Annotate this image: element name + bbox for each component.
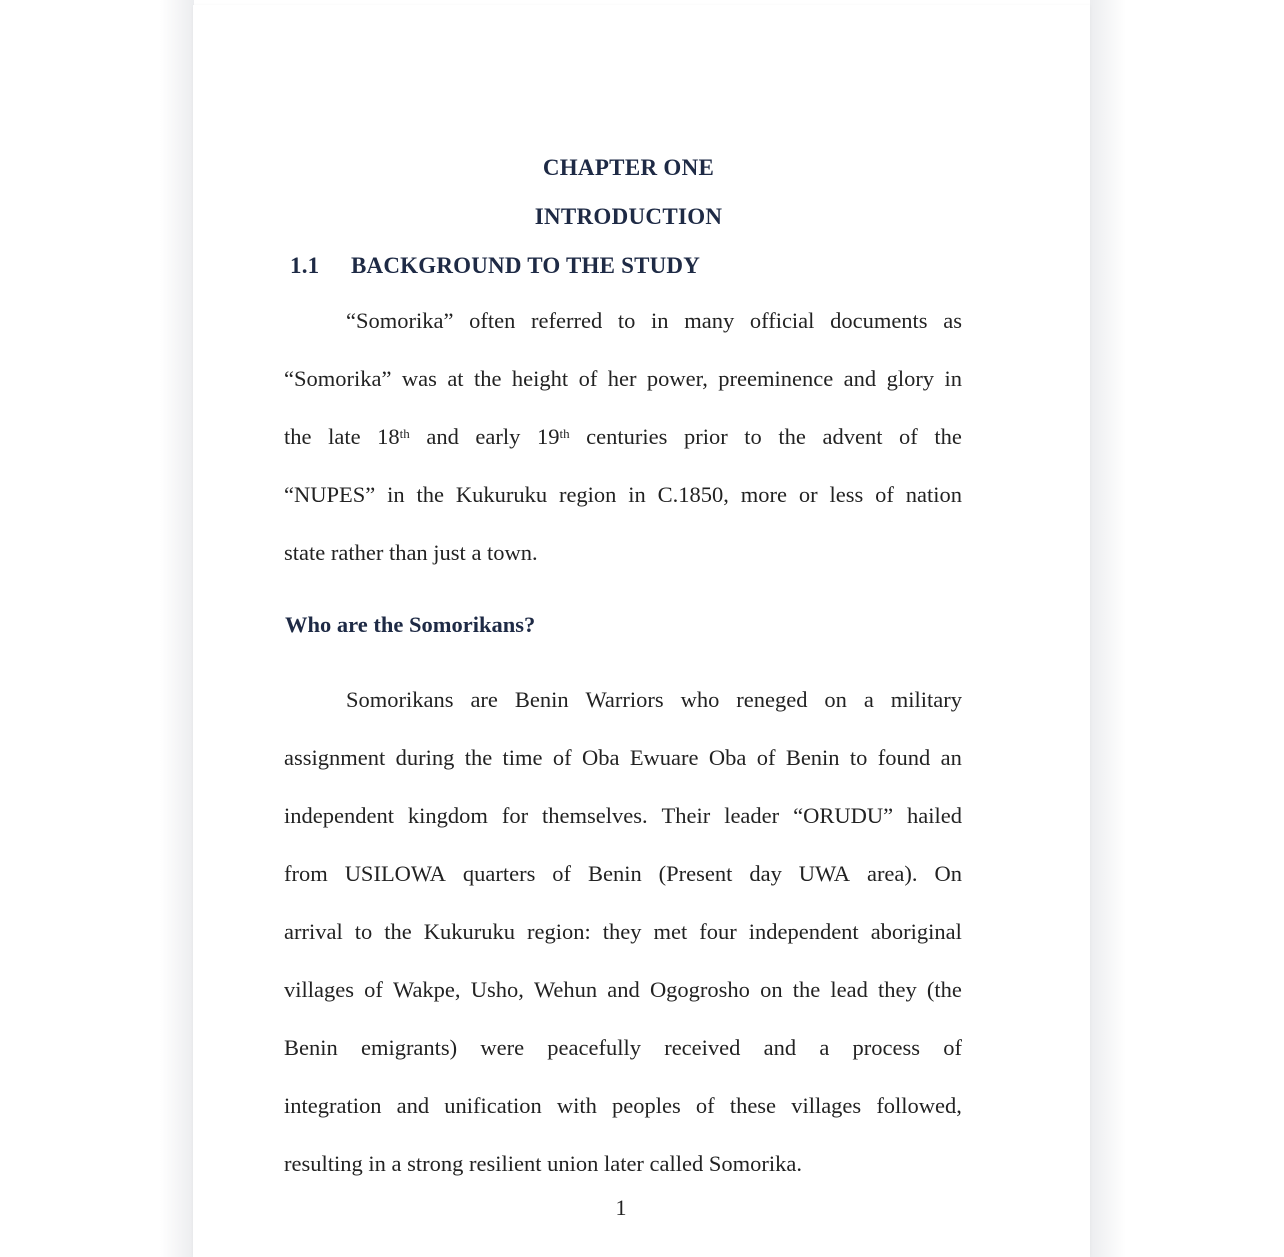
word: the: [284, 424, 312, 449]
word: Benin: [514, 687, 569, 712]
word: peoples: [612, 1093, 681, 1118]
word: Ogogrosho: [649, 977, 750, 1002]
text-line: [284, 743, 962, 801]
ordinal-number: 19: [536, 424, 560, 449]
word: Benin: [587, 861, 642, 886]
word: to: [354, 919, 373, 944]
word: in: [944, 366, 962, 391]
ordinal-suffix: th: [399, 426, 410, 441]
word: to: [744, 424, 762, 449]
word: advent: [822, 424, 883, 449]
word: Warriors: [585, 687, 664, 712]
word: her: [607, 366, 637, 391]
text-line: [284, 685, 962, 743]
word: of: [695, 1093, 715, 1118]
word: region:: [526, 919, 591, 944]
word: and: [763, 1035, 797, 1060]
word: lead: [830, 977, 868, 1002]
word: the: [934, 424, 962, 449]
word: many: [684, 308, 735, 333]
word: [537, 422, 570, 480]
word: themselves.: [542, 803, 648, 828]
word: often: [469, 308, 516, 333]
word: the: [778, 424, 806, 449]
word: early: [475, 424, 521, 449]
word: and: [607, 977, 640, 1002]
word: Wakpe,: [393, 977, 461, 1002]
word: villages: [284, 977, 354, 1002]
word: Ewuare: [629, 745, 699, 770]
word: Benin: [785, 745, 840, 770]
word: region: [558, 482, 617, 507]
chapter-title: INTRODUCTION: [534, 204, 723, 229]
word: were: [480, 1035, 525, 1060]
ordinal-suffix: th: [559, 426, 570, 441]
text-line: [284, 917, 962, 975]
document-page: [193, 5, 1090, 1257]
word: and: [426, 424, 459, 449]
text-line: [284, 975, 962, 1033]
word: “Somorika”: [284, 366, 392, 391]
word: the: [384, 919, 412, 944]
word: Benin: [284, 1035, 338, 1060]
word: of: [875, 482, 894, 507]
word: official: [749, 308, 815, 333]
word: Kukuruku: [423, 919, 515, 944]
word: height: [511, 366, 569, 391]
ordinal-number: 18: [377, 424, 400, 449]
word: Oba: [708, 745, 747, 770]
word: followed,: [876, 1093, 962, 1118]
word: an: [940, 745, 962, 770]
chapter-heading: CHAPTER ONE: [542, 155, 715, 180]
word: the: [464, 745, 493, 770]
text-line: [284, 1033, 962, 1091]
word: less: [829, 482, 864, 507]
word: integration: [284, 1093, 382, 1118]
word: peacefully: [547, 1035, 641, 1060]
word: during: [395, 745, 455, 770]
word: the: [473, 366, 502, 391]
word: “NUPES”: [284, 482, 376, 507]
word: aboriginal: [870, 919, 962, 944]
word: four: [699, 919, 737, 944]
word: Somorikans: [346, 687, 454, 712]
word: unification: [444, 1093, 542, 1118]
word: (the: [926, 977, 962, 1002]
word: they: [602, 919, 642, 944]
word: was: [401, 366, 437, 391]
word: C.1850,: [657, 482, 729, 507]
word: Their: [661, 803, 711, 828]
paragraph-somorikans: [284, 685, 962, 1207]
word: of: [943, 1035, 962, 1060]
word: reneged: [736, 687, 808, 712]
word: in: [628, 482, 646, 507]
word: (Present: [658, 861, 733, 886]
word: of: [578, 366, 598, 391]
word: glory: [886, 366, 935, 391]
word: of: [364, 977, 383, 1002]
word: quarters: [462, 861, 536, 886]
word: Oba: [581, 745, 620, 770]
section-title: BACKGROUND TO THE STUDY: [351, 253, 701, 278]
word: in: [651, 308, 669, 333]
word: to: [849, 745, 868, 770]
word: are: [470, 687, 498, 712]
word: process: [852, 1035, 920, 1060]
word: met: [653, 919, 688, 944]
word: with: [556, 1093, 597, 1118]
text-line: resulting in a strong resilient union later called Somorika.: [284, 1151, 803, 1176]
word: USILOWA: [344, 861, 446, 886]
word: centuries: [586, 424, 668, 449]
word: on: [824, 687, 847, 712]
word: “ORUDU”: [793, 803, 894, 828]
word: prior: [683, 424, 728, 449]
word: area).: [866, 861, 918, 886]
text-line: [284, 364, 962, 422]
word: independent: [748, 919, 859, 944]
word: on: [760, 977, 783, 1002]
text-line: [284, 480, 962, 538]
word: the: [416, 482, 444, 507]
section-number: 1.1: [290, 253, 320, 278]
word: from: [284, 861, 328, 886]
word: they: [877, 977, 917, 1002]
word: kingdom: [407, 803, 488, 828]
word: more: [740, 482, 788, 507]
page-shadow-right: [1090, 0, 1126, 1257]
word: who: [680, 687, 720, 712]
word: day: [749, 861, 782, 886]
word: found: [877, 745, 931, 770]
word: [377, 422, 410, 480]
word: and: [396, 1093, 430, 1118]
word: documents: [830, 308, 928, 333]
word: nation: [905, 482, 962, 507]
word: Usho,: [470, 977, 524, 1002]
word: or: [798, 482, 818, 507]
subheading: Who are the Somorikans?: [285, 612, 536, 637]
word: preeminence: [718, 366, 834, 391]
word: as: [943, 308, 962, 333]
word: UWA: [798, 861, 851, 886]
page-number: 1: [615, 1195, 627, 1220]
word: received: [664, 1035, 741, 1060]
word: leader: [724, 803, 780, 828]
word: of: [552, 745, 572, 770]
word: hailed: [906, 803, 962, 828]
word: these: [729, 1093, 777, 1118]
word: of: [899, 424, 918, 449]
word: military: [890, 687, 962, 712]
word: a: [819, 1035, 830, 1060]
word: emigrants): [360, 1035, 458, 1060]
text-line: state rather than just a town.: [284, 540, 538, 565]
section-heading: [290, 253, 700, 279]
word: and: [843, 366, 877, 391]
word: in: [387, 482, 405, 507]
word: a: [863, 687, 874, 712]
word: at: [447, 366, 464, 391]
word: of: [552, 861, 572, 886]
word: referred: [531, 308, 603, 333]
word: to: [617, 308, 636, 333]
paragraph-background: [284, 306, 962, 596]
text-line: [284, 1091, 962, 1149]
word: the: [792, 977, 821, 1002]
word: late: [328, 424, 361, 449]
word: for: [501, 803, 529, 828]
text-line: [284, 801, 962, 859]
word: of: [756, 745, 776, 770]
word: time: [502, 745, 543, 770]
word: arrival: [284, 919, 343, 944]
word: independent: [284, 803, 394, 828]
text-line: [284, 306, 962, 364]
word: Kukuruku: [455, 482, 548, 507]
word: Wehun: [533, 977, 598, 1002]
word: assignment: [284, 745, 386, 770]
word: villages: [791, 1093, 862, 1118]
word: “Somorika”: [346, 308, 454, 333]
text-line: [284, 422, 962, 480]
word: On: [934, 861, 962, 886]
text-line: [284, 859, 962, 917]
word: power,: [646, 366, 708, 391]
page-shadow-left: [160, 0, 194, 1257]
